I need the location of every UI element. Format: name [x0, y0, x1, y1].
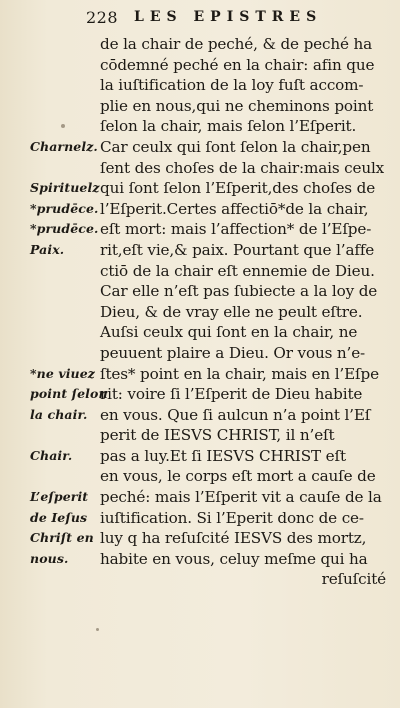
text-line: [0, 178, 400, 199]
text-line: [0, 55, 400, 76]
margin-note: L’eſperit: [30, 489, 89, 505]
page-number: 228: [86, 8, 119, 27]
text-line: [0, 116, 400, 137]
text-line: [0, 261, 400, 282]
margin-note: Spirituelz: [30, 180, 100, 196]
margin-note: Paix.: [30, 241, 65, 257]
page-header: [0, 8, 400, 32]
text-line: [0, 322, 400, 343]
body-line: qui ſont ſelon l’Eſperit,des choſes de: [100, 179, 376, 198]
text-line: [0, 34, 400, 55]
text-line: [0, 384, 400, 405]
margin-note: *prudēce.: [30, 221, 99, 237]
body-line: peuuent plaire a Dieu. Or vous n’e-: [100, 343, 366, 362]
text-line: [0, 466, 400, 487]
body-line: rit,eſt vie,& paix. Pourtant que l’affe: [100, 240, 375, 259]
text-line: [0, 487, 400, 508]
text-line: [0, 343, 400, 364]
body-line: pas a luy.Et ſi IESVS CHRIST eſt: [100, 446, 346, 465]
text-line: [0, 137, 400, 158]
text-line: [0, 96, 400, 117]
text-line: [0, 281, 400, 302]
ink-speck: [61, 124, 65, 128]
text-line: [0, 158, 400, 179]
text-line: [0, 75, 400, 96]
body-line: ſelon la chair, mais ſelon l’Eſperit.: [100, 117, 357, 136]
text-line: [0, 199, 400, 220]
body-line: Car elle n’eſt pas ſubiecte a la loy de: [100, 282, 378, 301]
margin-note: Chair.: [30, 447, 73, 463]
body-line: ctiō de la chair eſt ennemie de Dieu.: [100, 261, 375, 280]
body-line: Auſsi ceulx qui ſont en la chair, ne: [100, 323, 358, 342]
body-line: Dieu, & de vray elle ne peult eſtre.: [100, 302, 363, 321]
text-line: [0, 446, 400, 467]
margin-note: Charnelz.: [30, 138, 98, 154]
body-line: de la chair de peché, & de peché ha: [100, 35, 373, 53]
margin-note: *ne viuez: [30, 365, 95, 381]
body-line: en vous, le corps eſt mort a cauſe de: [100, 467, 376, 486]
margin-note: la chair.: [30, 406, 88, 422]
running-title: LES EPISTRES: [134, 9, 323, 25]
body-line: Car ceulx qui ſont ſelon la chair,pen: [100, 137, 371, 156]
margin-note: nous.: [30, 550, 69, 566]
text-line: [0, 528, 400, 549]
body-line: perit de IESVS CHRIST, il n’eſt: [100, 426, 335, 445]
text-line: [0, 425, 400, 446]
text-line: [0, 405, 400, 426]
body-line: la iuſtification de la loy fuſt accom-: [100, 76, 364, 95]
body-line: habite en vous, celuy meſme qui ha: [100, 549, 368, 568]
margin-note: de Ieſus: [30, 509, 88, 525]
body-line: l’Eſperit.Certes affectiō*de la chair,: [100, 199, 369, 218]
catchword: reſuſcité: [321, 570, 386, 589]
body-line: ſent des choſes de la chair:mais ceulx: [100, 158, 385, 177]
margin-note: *prudēce.: [30, 200, 99, 216]
text-line: [0, 549, 400, 570]
text-line: [0, 569, 400, 590]
body-line: iuſtification. Si l’Eperit donc de ce-: [100, 508, 364, 527]
body-line: peché: mais l’Eſperit vit a cauſe de la: [100, 488, 382, 507]
text-line: [0, 240, 400, 261]
body-line: plie en nous,qui ne cheminons point: [100, 96, 374, 115]
main-text: [0, 34, 400, 590]
body-line: rit: voire ſi l’Eſperit de Dieu habite: [100, 385, 363, 404]
text-line: [0, 302, 400, 323]
margin-note: Chriſt en: [30, 530, 94, 546]
text-line: [0, 508, 400, 529]
body-line: en vous. Que ſi aulcun n’a point l’Eſ: [100, 405, 371, 424]
ink-speck: [96, 628, 99, 631]
body-line: luy q ha reſuſcité IESVS des mortz,: [100, 529, 367, 548]
text-line: [0, 364, 400, 385]
text-line: [0, 219, 400, 240]
body-line: eſt mort: mais l’affection* de l’Eſpe-: [100, 220, 372, 239]
margin-note: point ſelon: [30, 386, 108, 402]
body-line: cōdemné peché en la chair: afin que: [100, 55, 375, 74]
body-line: ſtes* point en la chair, mais en l’Eſpe: [100, 364, 379, 383]
